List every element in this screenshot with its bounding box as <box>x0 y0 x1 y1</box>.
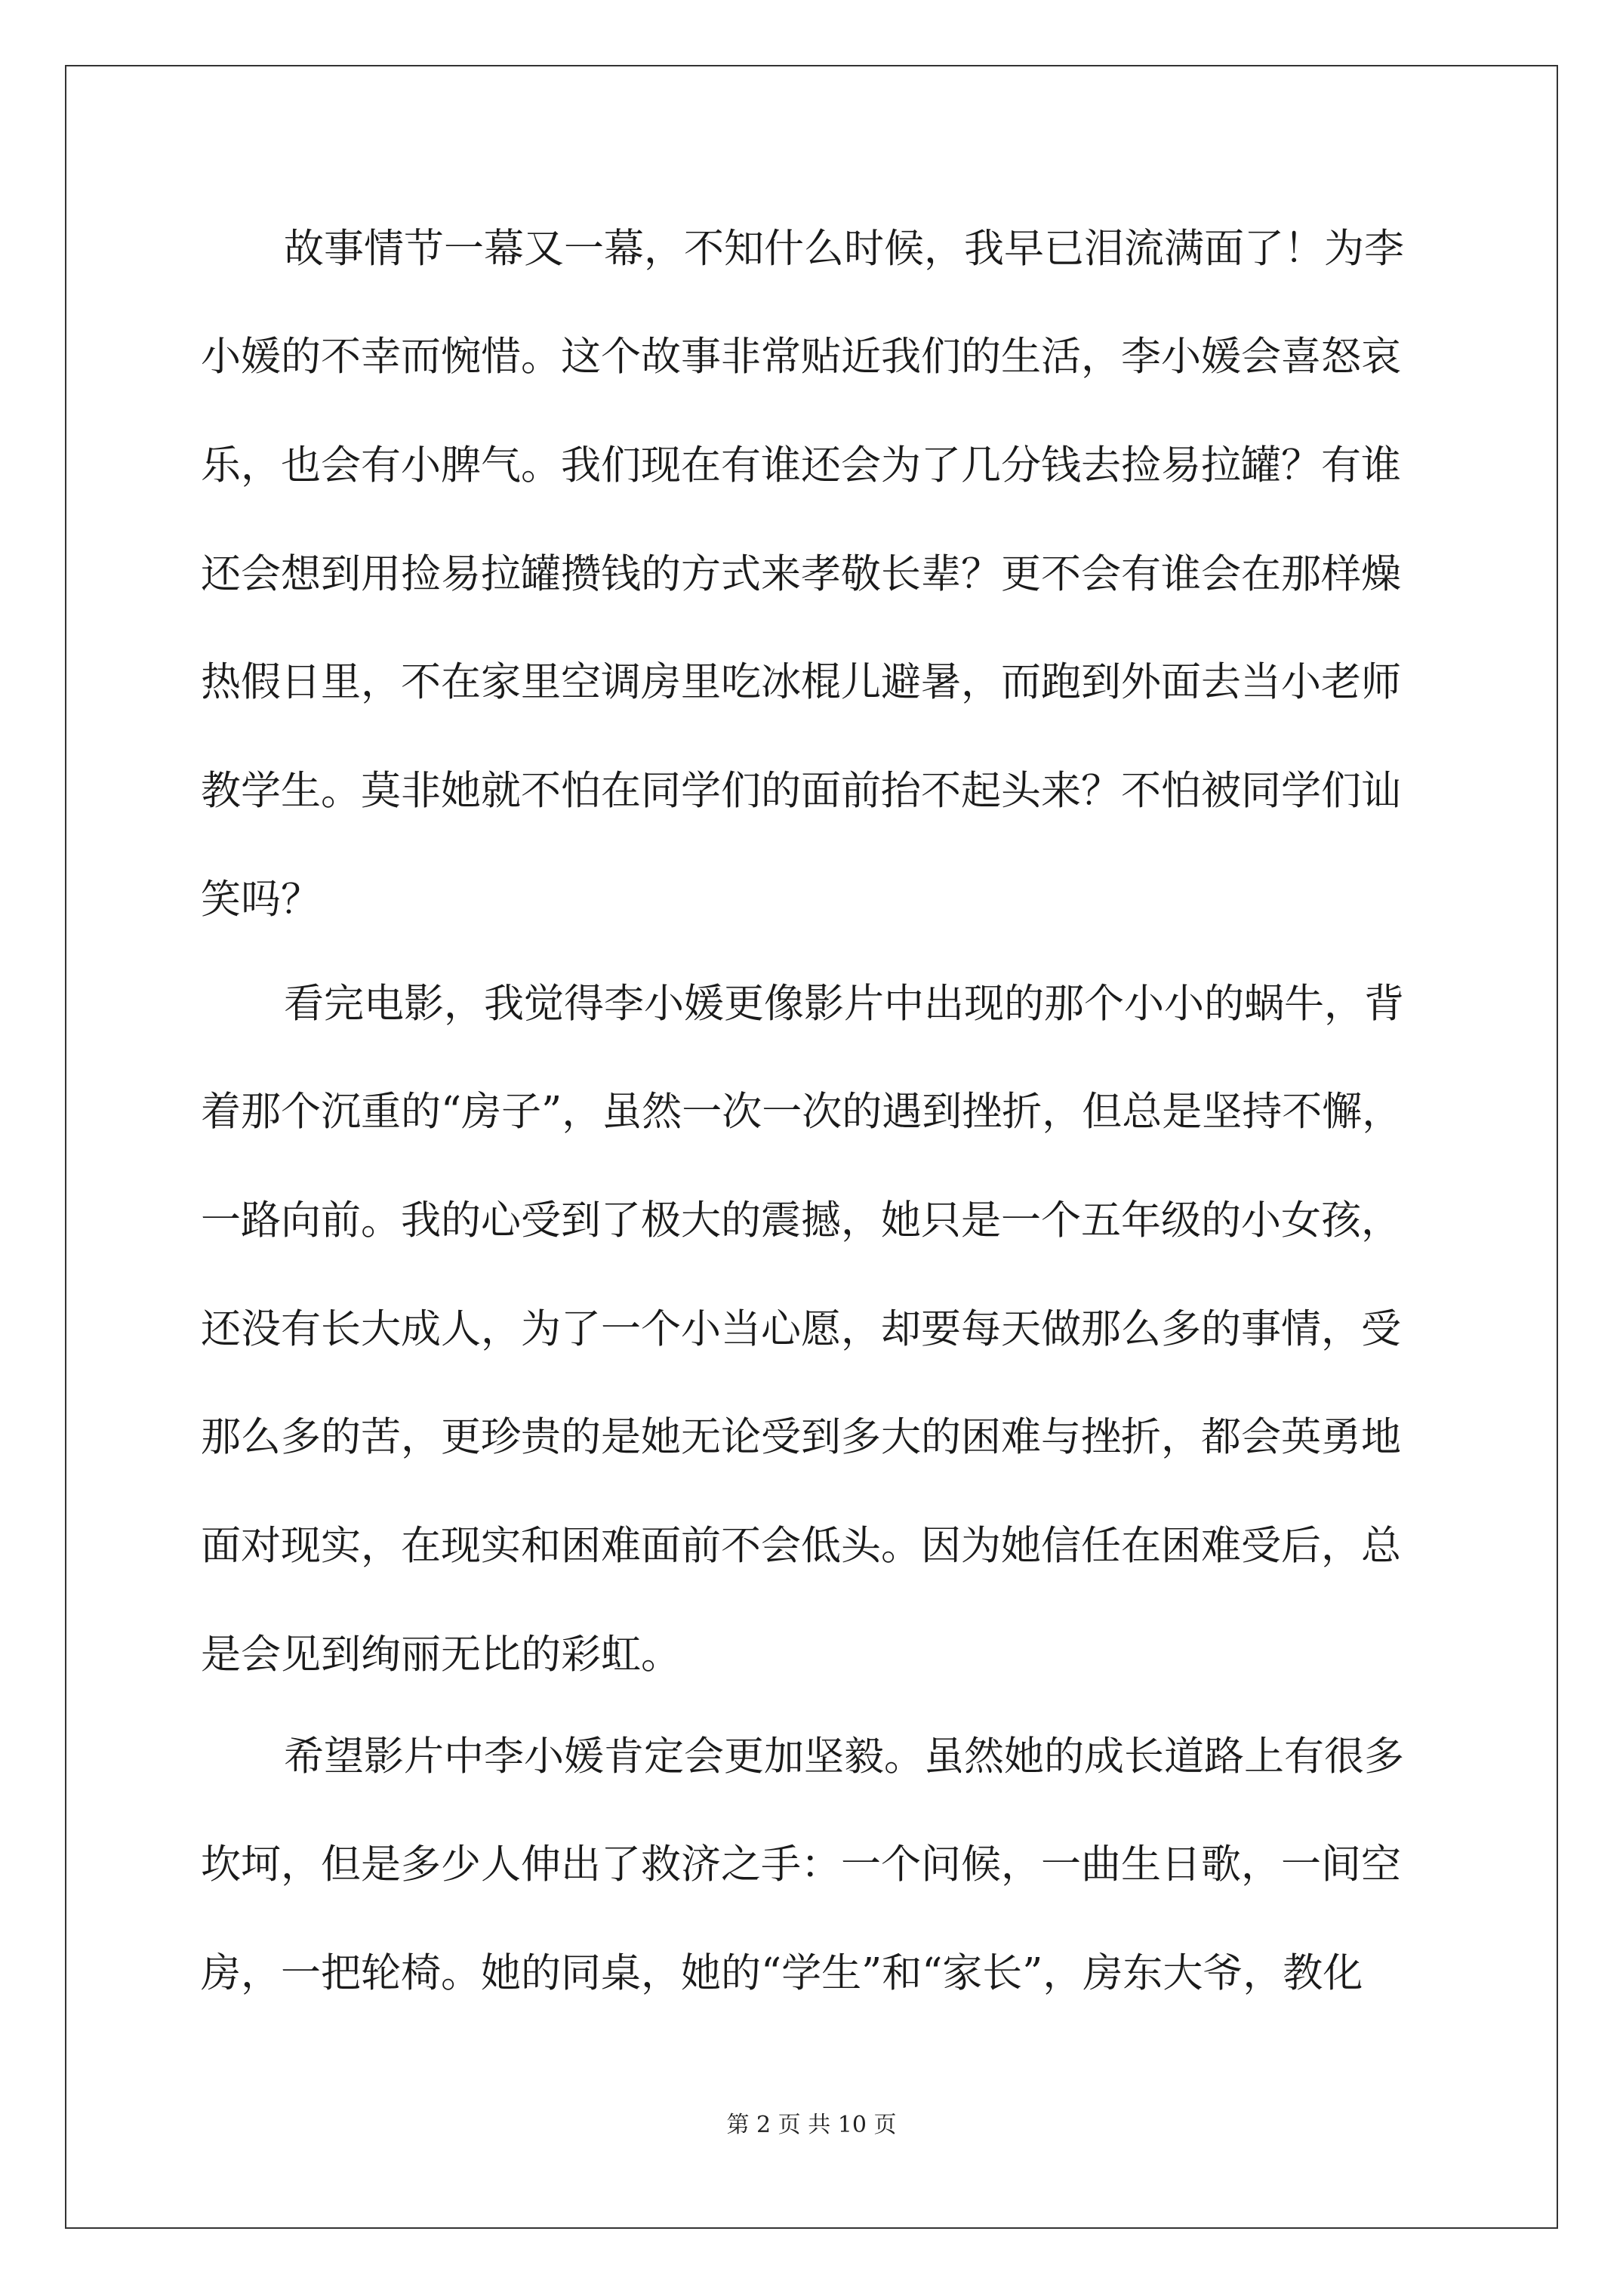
text-line: 故事情节一幕又一幕，不知什么时候，我早已泪流满面了！为李 <box>284 226 1404 272</box>
page-number-footer: 第 2 页 共 10 页 <box>726 2112 897 2138</box>
text-line: 小媛的不幸而惋惜。这个故事非常贴近我们的生活，李小媛会喜怒哀 <box>201 334 1401 380</box>
text-line: 一路向前。我的心受到了极大的震撼，她只是一个五年级的小女孩， <box>201 1197 1401 1244</box>
text-line: 着那个沉重的“房子”，虽然一次一次的遇到挫折，但总是坚持不懈， <box>201 1089 1403 1135</box>
text-line: 是会见到绚丽无比的彩虹。 <box>201 1632 681 1678</box>
text-line: 房，一把轮椅。她的同桌，她的“学生”和“家长”，房东大爷，教化 <box>201 1950 1363 1996</box>
text-line: 那么多的苦，更珍贵的是她无论受到多大的困难与挫折，都会英勇地 <box>201 1414 1401 1460</box>
text-line: 笑吗？ <box>201 877 321 923</box>
text-line: 还会想到用捡易拉罐攒钱的方式来孝敬长辈？更不会有谁会在那样燥 <box>201 551 1401 597</box>
text-line: 看完电影，我觉得李小媛更像影片中出现的那个小小的蜗牛，背 <box>284 981 1404 1027</box>
page-border <box>65 65 1558 2229</box>
text-line: 乐，也会有小脾气。我们现在有谁还会为了几分钱去捡易拉罐？有谁 <box>201 442 1401 488</box>
text-line: 面对现实，在现实和困难面前不会低头。因为她信任在困难受后，总 <box>201 1523 1401 1569</box>
text-line: 还没有长大成人，为了一个小当心愿，却要每天做那么多的事情，受 <box>201 1306 1401 1352</box>
text-line: 希望影片中李小媛肯定会更加坚毅。虽然她的成长道路上有很多 <box>284 1734 1404 1780</box>
text-line: 热假日里，不在家里空调房里吃冰棍儿避暑，而跑到外面去当小老师 <box>201 659 1401 705</box>
text-line: 坎坷，但是多少人伸出了救济之手：一个问候，一曲生日歌，一间空 <box>201 1841 1401 1888</box>
text-line: 教学生。莫非她就不怕在同学们的面前抬不起头来？不怕被同学们讪 <box>201 768 1401 814</box>
